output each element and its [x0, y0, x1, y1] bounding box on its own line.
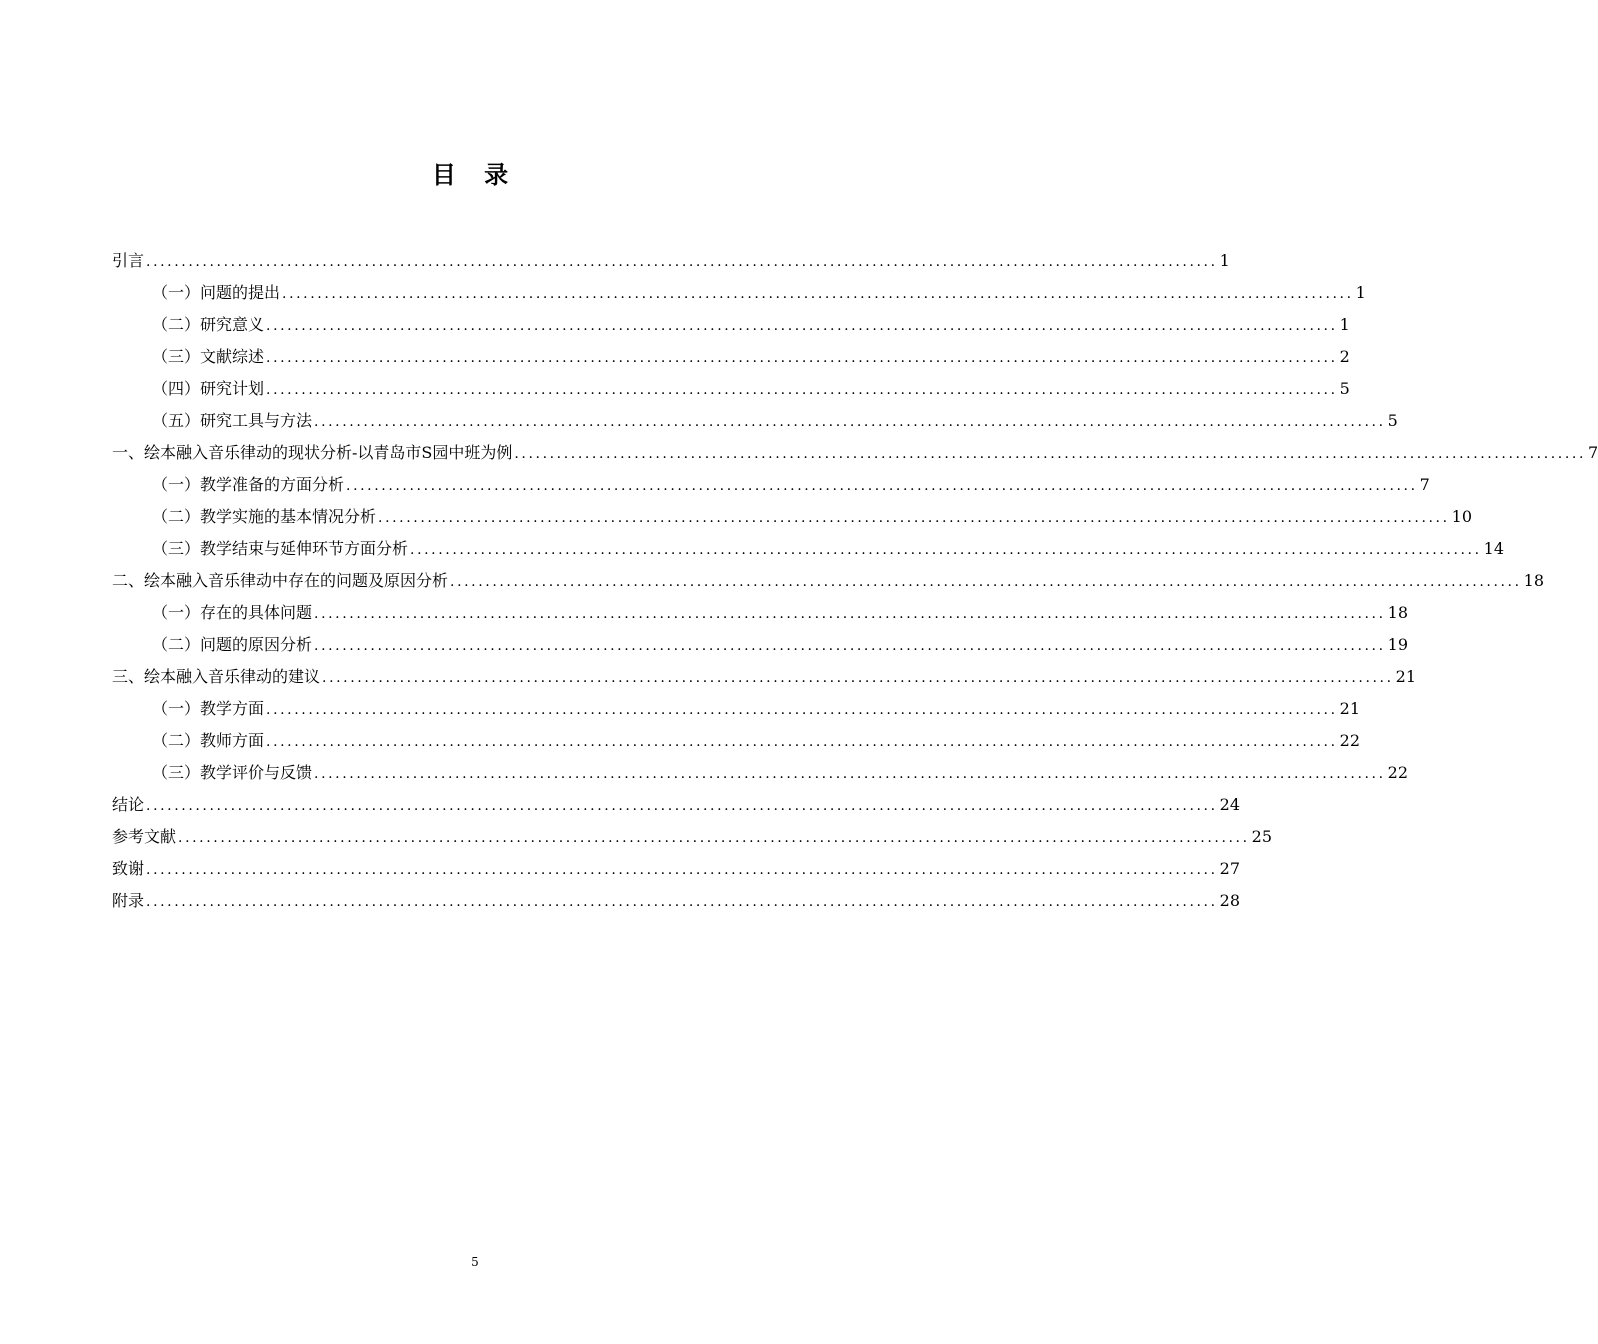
toc-entry-page: 10	[1451, 507, 1473, 526]
toc-dot-leader: ........................................................................................................................................................	[282, 286, 1354, 302]
toc-entry-label: （二）教师方面	[152, 731, 265, 750]
toc-entry-label: （一）教学准备的方面分析	[152, 475, 345, 494]
toc-entry-label: 三、绘本融入音乐律动的建议	[112, 667, 321, 686]
toc-entry-chapter-1[interactable]	[112, 437, 1598, 469]
toc-entry-label: （三）文献综述	[152, 347, 265, 366]
toc-entry-page: 21	[1339, 699, 1361, 718]
toc-entry-research-significance[interactable]	[112, 309, 1350, 341]
page-number: 5	[471, 1255, 479, 1269]
toc-entry-page: 5	[1387, 411, 1398, 430]
toc-entry-chapter-2[interactable]	[112, 565, 1545, 597]
toc-entry-research-methods[interactable]	[112, 405, 1398, 437]
toc-entry-label: （四）研究计划	[152, 379, 265, 398]
toc-entry-introduction[interactable]	[112, 245, 1230, 277]
toc-entry-conclusion[interactable]	[112, 789, 1241, 821]
toc-entry-label: 结论	[112, 795, 145, 814]
toc-entry-teaching-aspect[interactable]	[112, 693, 1361, 725]
toc-entry-page: 24	[1219, 795, 1241, 814]
toc-entry-page: 1	[1339, 315, 1350, 334]
toc-entry-problem-statement[interactable]	[112, 277, 1366, 309]
toc-entry-page: 22	[1387, 763, 1409, 782]
toc-entry-cause-analysis[interactable]	[112, 629, 1409, 661]
toc-dot-leader: ........................................................................................................................................................	[314, 638, 1386, 654]
toc-dot-leader: ........................................................................................................................................................	[450, 574, 1522, 590]
toc-entry-evaluation-feedback[interactable]	[112, 757, 1409, 789]
toc-entry-page: 5	[1339, 379, 1350, 398]
toc-entry-label: （二）研究意义	[152, 315, 265, 334]
toc-entry-label: （一）存在的具体问题	[152, 603, 313, 622]
toc-dot-leader: ........................................................................................................................................................	[514, 446, 1587, 462]
toc-dot-leader: ........................................................................................................................................................	[146, 798, 1218, 814]
toc-entry-teaching-preparation[interactable]	[112, 469, 1430, 501]
toc-dot-leader: ........................................................................................................................................................	[146, 862, 1218, 878]
toc-entry-specific-problems[interactable]	[112, 597, 1409, 629]
toc-entry-page: 22	[1339, 731, 1361, 750]
toc-dot-leader: ........................................................................................................................................................	[314, 766, 1386, 782]
toc-entry-page: 18	[1387, 603, 1409, 622]
toc-dot-leader: ........................................................................................................................................................	[314, 606, 1386, 622]
toc-entry-label: （一）教学方面	[152, 699, 265, 718]
toc-dot-leader: ........................................................................................................................................................	[266, 702, 1338, 718]
toc-entry-teaching-closing[interactable]	[112, 533, 1505, 565]
toc-entry-label: 一、绘本融入音乐律动的现状分析-以青岛市S园中班为例	[112, 443, 513, 462]
toc-entry-label: （一）问题的提出	[152, 283, 281, 302]
toc-dot-leader: ........................................................................................................................................................	[266, 734, 1338, 750]
toc-dot-leader: ........................................................................................................................................................	[322, 670, 1394, 686]
toc-entry-acknowledgements[interactable]	[112, 853, 1241, 885]
toc-entry-page: 1	[1219, 251, 1230, 270]
toc-entry-research-plan[interactable]	[112, 373, 1350, 405]
toc-entry-page: 7	[1419, 475, 1430, 494]
toc-dot-leader: ........................................................................................................................................................	[146, 894, 1218, 910]
toc-dot-leader: ........................................................................................................................................................	[314, 414, 1386, 430]
toc-entry-page: 7	[1588, 443, 1598, 462]
toc-entry-label: （五）研究工具与方法	[152, 411, 313, 430]
toc-dot-leader: ........................................................................................................................................................	[146, 254, 1218, 270]
toc-entry-label: 引言	[112, 251, 145, 270]
toc-entry-page: 25	[1251, 827, 1273, 846]
toc-dot-leader: ........................................................................................................................................................	[378, 510, 1450, 526]
toc-entry-label: 附录	[112, 891, 145, 910]
toc-entry-page: 21	[1395, 667, 1417, 686]
toc-dot-leader: ........................................................................................................................................................	[266, 382, 1338, 398]
toc-entry-chapter-3[interactable]	[112, 661, 1417, 693]
toc-entry-page: 14	[1483, 539, 1505, 558]
toc-entry-label: （三）教学评价与反馈	[152, 763, 313, 782]
toc-entry-page: 19	[1387, 635, 1409, 654]
toc-entry-label: （二）问题的原因分析	[152, 635, 313, 654]
toc-entry-label: 二、绘本融入音乐律动中存在的问题及原因分析	[112, 571, 449, 590]
toc-dot-leader: ........................................................................................................................................................	[346, 478, 1418, 494]
toc-dot-leader: ........................................................................................................................................................	[266, 318, 1338, 334]
page-title: 目 录	[431, 161, 519, 189]
toc-entry-teacher-aspect[interactable]	[112, 725, 1361, 757]
toc-entry-label: （二）教学实施的基本情况分析	[152, 507, 377, 526]
toc-entry-appendix[interactable]	[112, 885, 1241, 917]
toc-dot-leader: ........................................................................................................................................................	[266, 350, 1338, 366]
toc-entry-label: （三）教学结束与延伸环节方面分析	[152, 539, 409, 558]
toc-entry-page: 28	[1219, 891, 1241, 910]
toc-entry-literature-review[interactable]	[112, 341, 1350, 373]
table-of-contents	[112, 245, 1598, 917]
toc-entry-page: 2	[1339, 347, 1350, 366]
toc-entry-page: 18	[1523, 571, 1545, 590]
toc-entry-page: 27	[1219, 859, 1241, 878]
toc-entry-references[interactable]	[112, 821, 1273, 853]
toc-entry-label: 致谢	[112, 859, 145, 878]
toc-dot-leader: ........................................................................................................................................................	[410, 542, 1482, 558]
toc-entry-page: 1	[1355, 283, 1366, 302]
toc-entry-teaching-implementation[interactable]	[112, 501, 1473, 533]
toc-entry-label: 参考文献	[112, 827, 177, 846]
toc-dot-leader: ........................................................................................................................................................	[178, 830, 1250, 846]
